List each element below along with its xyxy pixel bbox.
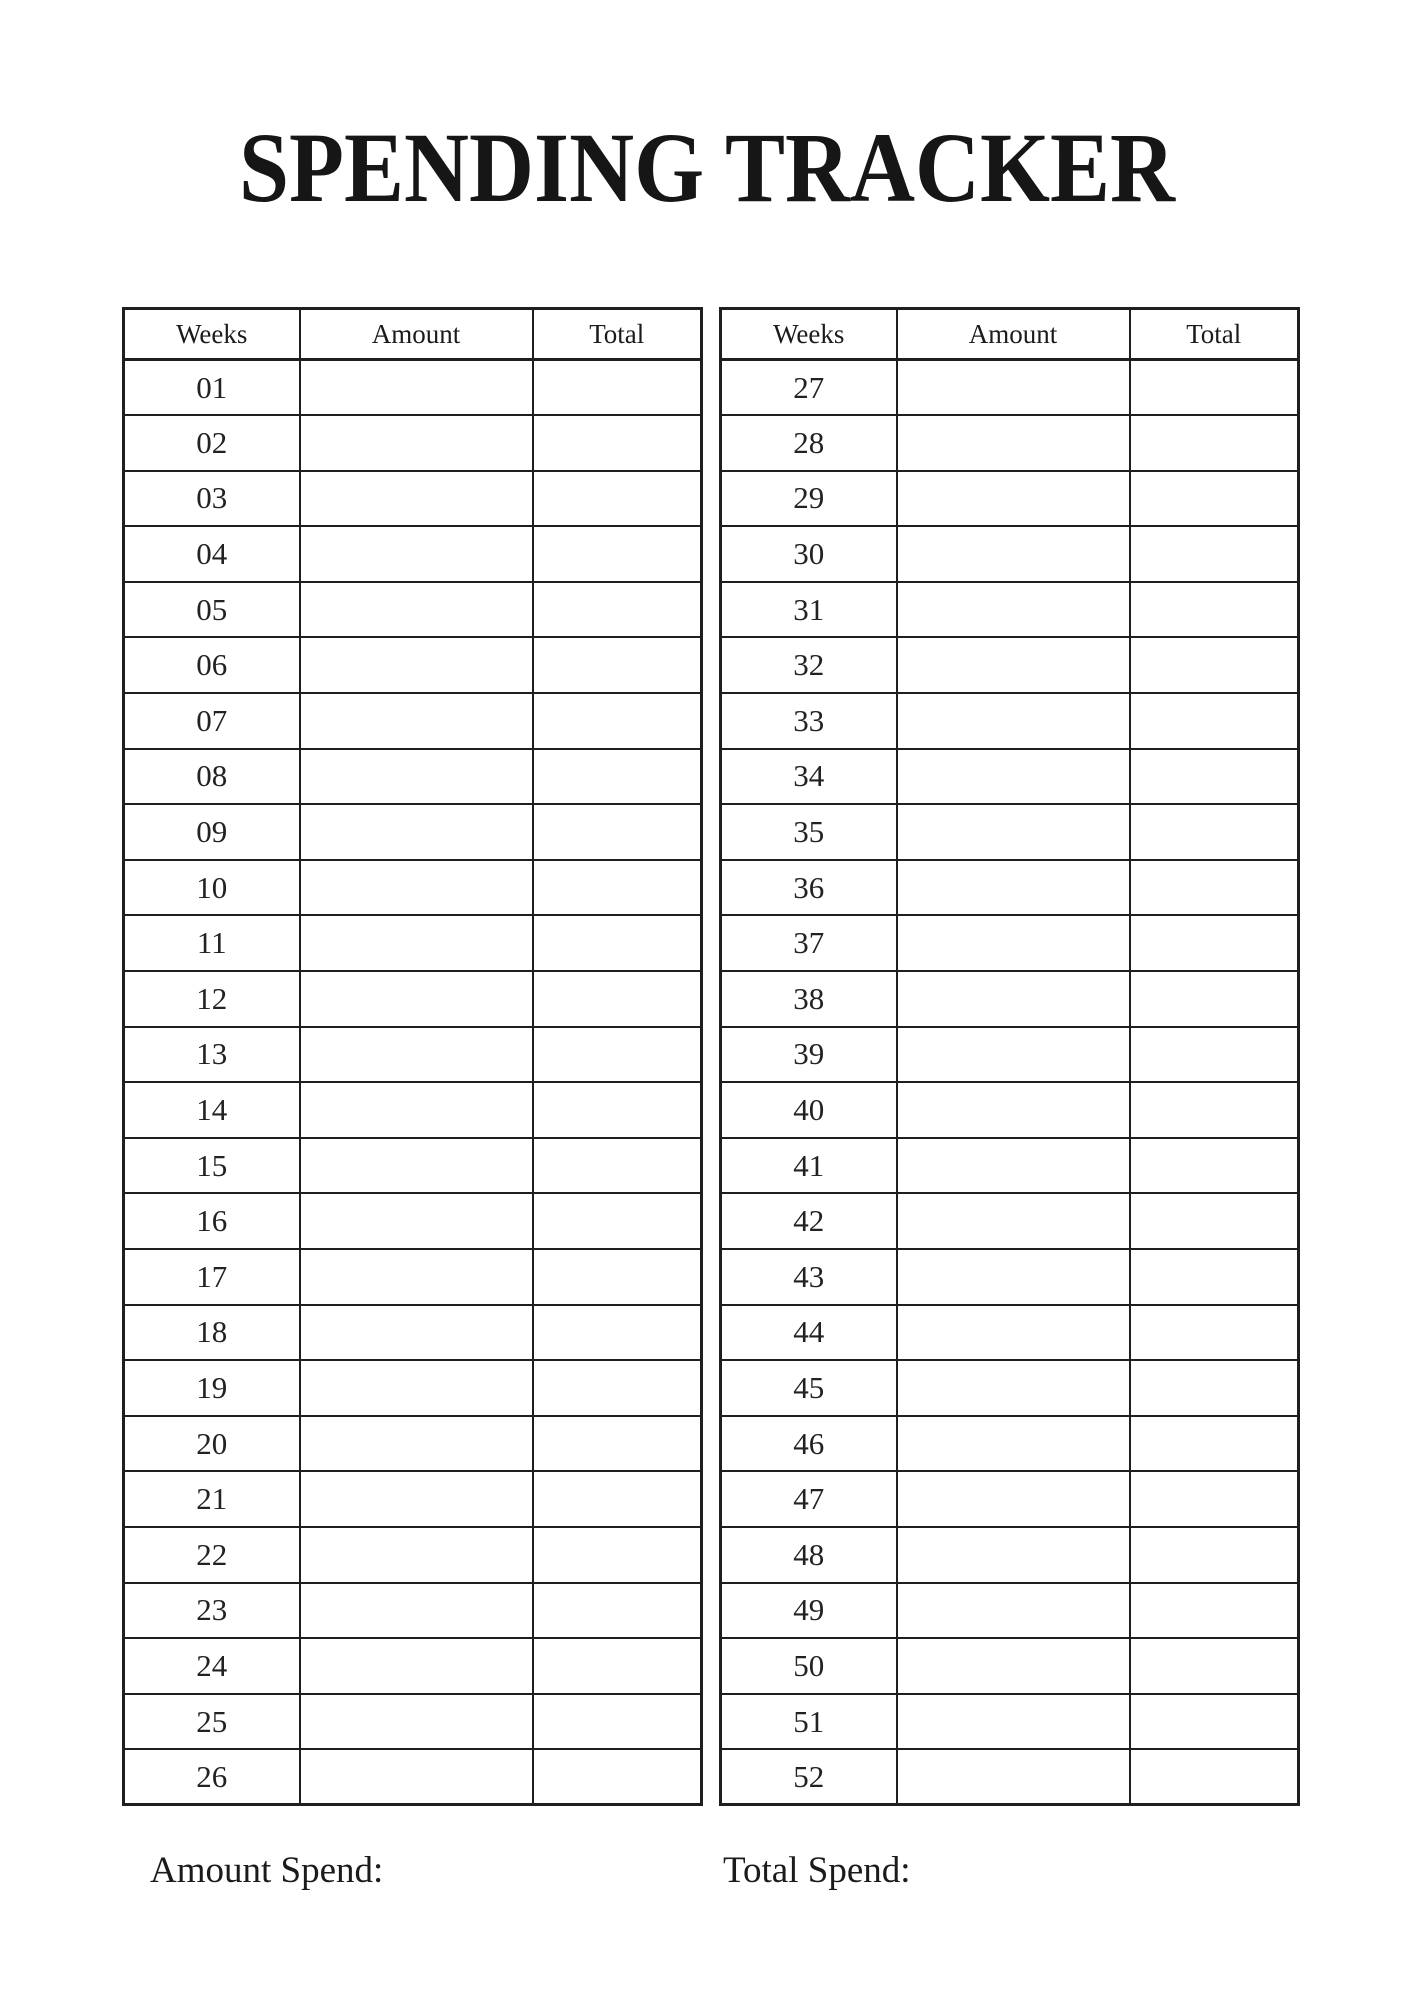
amount-cell[interactable] <box>300 1749 533 1805</box>
week-row <box>721 1193 1299 1249</box>
amount-cell[interactable] <box>897 971 1130 1027</box>
total-cell[interactable] <box>533 693 702 749</box>
amount-cell[interactable] <box>300 360 533 416</box>
total-cell[interactable] <box>1130 1082 1299 1138</box>
week-number-cell: 07 <box>124 693 300 749</box>
week-number-cell: 39 <box>721 1027 897 1083</box>
amount-cell[interactable] <box>300 971 533 1027</box>
amount-cell[interactable] <box>897 915 1130 971</box>
amount-cell[interactable] <box>897 1527 1130 1583</box>
week-number-cell: 28 <box>721 415 897 471</box>
total-cell[interactable] <box>1130 1193 1299 1249</box>
total-cell[interactable] <box>1130 1471 1299 1527</box>
week-number-cell: 47 <box>721 1471 897 1527</box>
total-cell[interactable] <box>1130 637 1299 693</box>
amount-cell[interactable] <box>897 1360 1130 1416</box>
amount-cell[interactable] <box>897 1583 1130 1639</box>
amount-cell[interactable] <box>300 637 533 693</box>
total-cell[interactable] <box>533 1471 702 1527</box>
week-row <box>124 693 702 749</box>
amount-cell[interactable] <box>897 637 1130 693</box>
week-number-cell: 22 <box>124 1527 300 1583</box>
week-row <box>124 1027 702 1083</box>
week-row <box>721 1583 1299 1639</box>
week-number-cell: 04 <box>124 526 300 582</box>
week-number-cell: 36 <box>721 860 897 916</box>
total-cell[interactable] <box>533 471 702 527</box>
week-row <box>721 1249 1299 1305</box>
week-row <box>124 1694 702 1750</box>
total-cell[interactable] <box>1130 860 1299 916</box>
amount-cell[interactable] <box>897 360 1130 416</box>
total-cell[interactable] <box>533 582 702 638</box>
week-number-cell: 23 <box>124 1583 300 1639</box>
amount-cell[interactable] <box>300 415 533 471</box>
week-number-cell: 02 <box>124 415 300 471</box>
total-cell[interactable] <box>533 915 702 971</box>
week-row <box>721 415 1299 471</box>
week-number-cell: 51 <box>721 1694 897 1750</box>
week-number-cell: 16 <box>124 1193 300 1249</box>
amount-cell[interactable] <box>300 804 533 860</box>
total-cell[interactable] <box>533 1749 702 1805</box>
week-number-cell: 05 <box>124 582 300 638</box>
week-row <box>721 1471 1299 1527</box>
week-row <box>721 1527 1299 1583</box>
week-number-cell: 06 <box>124 637 300 693</box>
week-number-cell: 41 <box>721 1138 897 1194</box>
week-row <box>721 860 1299 916</box>
week-number-cell: 34 <box>721 749 897 805</box>
week-row <box>721 1082 1299 1138</box>
total-cell[interactable] <box>1130 915 1299 971</box>
total-cell[interactable] <box>1130 360 1299 416</box>
amount-cell[interactable] <box>300 1694 533 1750</box>
total-cell[interactable] <box>533 1249 702 1305</box>
week-number-cell: 08 <box>124 749 300 805</box>
week-row <box>721 971 1299 1027</box>
total-spend-label: Total Spend: <box>723 1850 911 1891</box>
amount-column-header: Amount <box>897 309 1130 360</box>
total-cell[interactable] <box>533 1638 702 1694</box>
amount-cell[interactable] <box>300 915 533 971</box>
week-row <box>124 471 702 527</box>
amount-cell[interactable] <box>300 1583 533 1639</box>
week-row <box>124 1416 702 1472</box>
week-number-cell: 12 <box>124 971 300 1027</box>
total-cell[interactable] <box>1130 415 1299 471</box>
week-number-cell: 14 <box>124 1082 300 1138</box>
week-number-cell: 17 <box>124 1249 300 1305</box>
amount-cell[interactable] <box>897 1694 1130 1750</box>
amount-cell[interactable] <box>897 1416 1130 1472</box>
total-cell[interactable] <box>1130 804 1299 860</box>
week-row <box>721 360 1299 416</box>
amount-cell[interactable] <box>897 1471 1130 1527</box>
week-number-cell: 40 <box>721 1082 897 1138</box>
total-cell[interactable] <box>1130 1249 1299 1305</box>
week-row <box>124 971 702 1027</box>
amount-cell[interactable] <box>897 1305 1130 1361</box>
week-row <box>124 1138 702 1194</box>
total-cell[interactable] <box>1130 1305 1299 1361</box>
table-body-first-half <box>124 360 702 1805</box>
total-cell[interactable] <box>1130 1027 1299 1083</box>
total-cell[interactable] <box>1130 1138 1299 1194</box>
week-row <box>721 1638 1299 1694</box>
week-row <box>124 582 702 638</box>
amount-cell[interactable] <box>300 1027 533 1083</box>
amount-cell[interactable] <box>300 1638 533 1694</box>
header-row <box>124 309 702 360</box>
week-row <box>721 1305 1299 1361</box>
week-number-cell: 15 <box>124 1138 300 1194</box>
total-cell[interactable] <box>533 1138 702 1194</box>
total-cell[interactable] <box>533 1082 702 1138</box>
week-number-cell: 43 <box>721 1249 897 1305</box>
week-number-cell: 50 <box>721 1638 897 1694</box>
amount-cell[interactable] <box>300 582 533 638</box>
total-cell[interactable] <box>533 804 702 860</box>
total-cell[interactable] <box>533 1027 702 1083</box>
week-row <box>721 526 1299 582</box>
week-number-cell: 03 <box>124 471 300 527</box>
week-row <box>124 749 702 805</box>
amount-cell[interactable] <box>300 1360 533 1416</box>
week-row <box>721 637 1299 693</box>
amount-cell[interactable] <box>300 693 533 749</box>
week-number-cell: 20 <box>124 1416 300 1472</box>
amount-cell[interactable] <box>897 526 1130 582</box>
total-cell[interactable] <box>533 1583 702 1639</box>
total-cell[interactable] <box>533 1527 702 1583</box>
page-title: SPENDING TRACKER <box>239 112 1176 223</box>
total-cell[interactable] <box>533 1694 702 1750</box>
amount-cell[interactable] <box>300 1249 533 1305</box>
total-cell[interactable] <box>1130 1583 1299 1639</box>
week-row <box>124 415 702 471</box>
total-cell[interactable] <box>533 860 702 916</box>
total-cell[interactable] <box>1130 471 1299 527</box>
amount-cell[interactable] <box>897 749 1130 805</box>
week-number-cell: 46 <box>721 1416 897 1472</box>
amount-cell[interactable] <box>897 860 1130 916</box>
amount-cell[interactable] <box>300 749 533 805</box>
spending-table-first-half <box>122 307 703 1806</box>
week-row <box>124 1749 702 1805</box>
amount-cell[interactable] <box>897 1249 1130 1305</box>
week-row <box>124 804 702 860</box>
tables-row <box>122 307 1300 1806</box>
week-number-cell: 32 <box>721 637 897 693</box>
week-number-cell: 30 <box>721 526 897 582</box>
week-number-cell: 31 <box>721 582 897 638</box>
week-number-cell: 24 <box>124 1638 300 1694</box>
total-cell[interactable] <box>1130 693 1299 749</box>
week-row <box>721 1027 1299 1083</box>
week-row <box>124 360 702 416</box>
header-row <box>721 309 1299 360</box>
total-cell[interactable] <box>1130 749 1299 805</box>
total-cell[interactable] <box>533 1416 702 1472</box>
week-number-cell: 45 <box>721 1360 897 1416</box>
week-number-cell: 49 <box>721 1583 897 1639</box>
week-row <box>124 1638 702 1694</box>
total-cell[interactable] <box>1130 1416 1299 1472</box>
amount-cell[interactable] <box>300 860 533 916</box>
week-number-cell: 10 <box>124 860 300 916</box>
week-number-cell: 13 <box>124 1027 300 1083</box>
week-number-cell: 01 <box>124 360 300 416</box>
week-row <box>721 471 1299 527</box>
total-cell[interactable] <box>533 637 702 693</box>
total-cell[interactable] <box>1130 1694 1299 1750</box>
week-row <box>721 1749 1299 1805</box>
week-row <box>721 749 1299 805</box>
total-cell[interactable] <box>533 1360 702 1416</box>
week-number-cell: 52 <box>721 1749 897 1805</box>
amount-cell[interactable] <box>897 582 1130 638</box>
week-row <box>124 1305 702 1361</box>
amount-cell[interactable] <box>897 1082 1130 1138</box>
table-body-second-half <box>721 360 1299 1805</box>
total-cell[interactable] <box>533 526 702 582</box>
weeks-column-header: Weeks <box>721 309 897 360</box>
week-number-cell: 48 <box>721 1527 897 1583</box>
week-row <box>721 693 1299 749</box>
amount-column-header: Amount <box>300 309 533 360</box>
week-row <box>721 804 1299 860</box>
amount-cell[interactable] <box>897 471 1130 527</box>
week-row <box>124 1249 702 1305</box>
week-number-cell: 27 <box>721 360 897 416</box>
amount-cell[interactable] <box>300 1138 533 1194</box>
week-number-cell: 42 <box>721 1193 897 1249</box>
total-cell[interactable] <box>533 749 702 805</box>
week-number-cell: 25 <box>124 1694 300 1750</box>
total-column-header: Total <box>533 309 702 360</box>
week-number-cell: 09 <box>124 804 300 860</box>
weeks-column-header: Weeks <box>124 309 300 360</box>
week-row <box>721 915 1299 971</box>
week-number-cell: 38 <box>721 971 897 1027</box>
week-row <box>124 1527 702 1583</box>
amount-cell[interactable] <box>897 1638 1130 1694</box>
total-cell[interactable] <box>1130 971 1299 1027</box>
week-number-cell: 37 <box>721 915 897 971</box>
week-row <box>721 582 1299 638</box>
total-cell[interactable] <box>533 360 702 416</box>
amount-cell[interactable] <box>897 1193 1130 1249</box>
week-number-cell: 11 <box>124 915 300 971</box>
week-row <box>721 1138 1299 1194</box>
total-cell[interactable] <box>1130 1638 1299 1694</box>
week-number-cell: 18 <box>124 1305 300 1361</box>
amount-cell[interactable] <box>897 693 1130 749</box>
week-row <box>124 526 702 582</box>
week-row <box>124 860 702 916</box>
week-row <box>124 1082 702 1138</box>
amount-spend-label: Amount Spend: <box>150 1850 384 1891</box>
total-cell[interactable] <box>1130 1749 1299 1805</box>
amount-cell[interactable] <box>300 526 533 582</box>
total-column-header: Total <box>1130 309 1299 360</box>
amount-cell[interactable] <box>300 471 533 527</box>
spending-table-second-half <box>719 307 1300 1806</box>
week-row <box>124 1193 702 1249</box>
total-cell[interactable] <box>1130 526 1299 582</box>
week-number-cell: 26 <box>124 1749 300 1805</box>
total-cell[interactable] <box>533 971 702 1027</box>
amount-cell[interactable] <box>300 1193 533 1249</box>
week-row <box>721 1360 1299 1416</box>
week-row <box>721 1416 1299 1472</box>
week-number-cell: 29 <box>721 471 897 527</box>
week-row <box>124 915 702 971</box>
amount-cell[interactable] <box>300 1471 533 1527</box>
amount-cell[interactable] <box>897 415 1130 471</box>
week-number-cell: 21 <box>124 1471 300 1527</box>
total-cell[interactable] <box>1130 1527 1299 1583</box>
amount-cell[interactable] <box>897 804 1130 860</box>
amount-cell[interactable] <box>897 1749 1130 1805</box>
amount-cell[interactable] <box>897 1138 1130 1194</box>
week-row <box>721 1694 1299 1750</box>
week-number-cell: 44 <box>721 1305 897 1361</box>
week-number-cell: 35 <box>721 804 897 860</box>
week-number-cell: 19 <box>124 1360 300 1416</box>
total-cell[interactable] <box>533 1305 702 1361</box>
amount-cell[interactable] <box>897 1027 1130 1083</box>
amount-cell[interactable] <box>300 1527 533 1583</box>
total-cell[interactable] <box>533 1193 702 1249</box>
week-row <box>124 1471 702 1527</box>
amount-cell[interactable] <box>300 1416 533 1472</box>
week-row <box>124 1583 702 1639</box>
amount-cell[interactable] <box>300 1082 533 1138</box>
total-cell[interactable] <box>533 415 702 471</box>
week-number-cell: 33 <box>721 693 897 749</box>
week-row <box>124 1360 702 1416</box>
week-row <box>124 637 702 693</box>
amount-cell[interactable] <box>300 1305 533 1361</box>
total-cell[interactable] <box>1130 1360 1299 1416</box>
total-cell[interactable] <box>1130 582 1299 638</box>
